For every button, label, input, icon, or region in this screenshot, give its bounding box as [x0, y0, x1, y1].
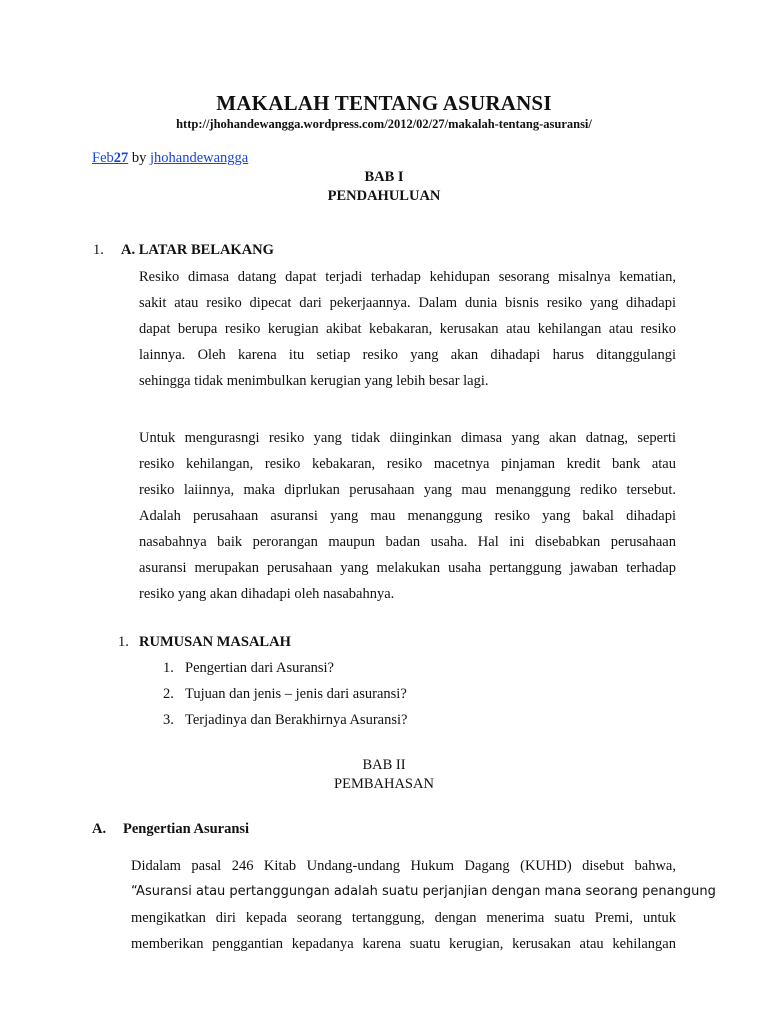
text-line: sakit atau resiko dipecat dari pekerjaannya. Dalam dunia bisnis resiko yang dihadapi — [139, 295, 676, 311]
text-line: resiko kehilangan, resiko kebakaran, resiko macetnya pinjaman kredit bank atau — [139, 456, 676, 472]
paragraph-latar-belakang-2 — [139, 425, 676, 607]
list-text: Pengertian dari Asuransi? — [185, 660, 334, 676]
document-title: MAKALAH TENTANG ASURANSI — [216, 91, 552, 115]
text-line: resiko laiinnya, maka diprlukan perusahaan yang mau menanggung rediko tersebut. — [139, 482, 676, 498]
bab1-label: BAB I — [364, 169, 404, 185]
text-line: asuransi merupakan perusahaan yang melakukan usaha pertanggung jawaban terhadap — [139, 560, 676, 576]
text-line: Didalam pasal 246 Kitab Undang-undang Hukum Dagang (KUHD) disebut bahwa, — [131, 858, 676, 874]
list-number: 2. — [163, 686, 174, 702]
text-line: mengikatkan diri kepada seorang tertanggung, dengan menerima suatu Premi, untuk — [131, 910, 676, 926]
text-line: Untuk mengurasngi resiko yang tidak diinginkan dimasa yang akan datnag, seperti — [139, 430, 676, 446]
date-month: Feb — [92, 150, 114, 166]
bab2-heading: PEMBAHASAN — [334, 776, 434, 792]
section-letter: A. — [92, 821, 107, 837]
section-number: 1. — [93, 242, 104, 258]
source-url: http://jhohandewangga.wordpress.com/2012/02/27/makalah-tentang-asuransi/ — [176, 117, 592, 131]
section-title: A. LATAR BELAKANG — [121, 242, 274, 258]
paragraph-latar-belakang-1 — [139, 264, 676, 394]
rumusan-list — [163, 655, 407, 733]
byline-by: by — [131, 150, 147, 166]
section-title: RUMUSAN MASALAH — [139, 634, 291, 650]
section-pengertian-asuransi — [92, 821, 249, 838]
text-line: Adalah perusahaan asuransi yang mau menanggung resiko yang bakal dihadapi — [139, 508, 676, 524]
bab2-label: BAB II — [362, 757, 406, 773]
list-number: 3. — [163, 712, 174, 728]
text-line: dapat berupa resiko kerugian akibat kebakaran, kerusakan atau kehilangan atau resiko — [139, 321, 676, 337]
section-number: 1. — [118, 634, 129, 650]
section-latar-belakang — [93, 242, 274, 259]
text-line: nasabahnya baik perorangan maupun badan usaha. Hal ini disebabkan perusahaan — [139, 534, 676, 550]
text-line: “Asuransi atau pertanggungan adalah suatu perjanjian dengan mana seorang penangung — [131, 884, 716, 899]
section-title: Pengertian Asuransi — [123, 821, 250, 837]
date-link[interactable] — [92, 150, 128, 166]
text-line: memberikan penggantian kepadanya karena suatu kerugian, kerusakan atau kehilangan — [131, 936, 676, 952]
list-text: Tujuan dan jenis – jenis dari asuransi? — [185, 686, 407, 702]
list-item — [163, 707, 407, 733]
list-item — [163, 655, 407, 681]
list-text: Terjadinya dan Berakhirnya Asuransi? — [185, 712, 408, 728]
text-line: lainnya. Oleh karena itu setiap resiko yang akan dihadapi harus ditanggulangi — [139, 347, 676, 363]
paragraph-pengertian — [131, 853, 716, 957]
author-link[interactable]: jhohandewangga — [150, 150, 249, 166]
text-line: resiko yang akan dihadapi oleh nasabahnya. — [139, 586, 395, 602]
text-line: Resiko dimasa datang dapat terjadi terhadap kehidupan sesorang misalnya kematian, — [139, 269, 676, 285]
byline — [92, 150, 248, 167]
list-item — [163, 681, 407, 707]
list-number: 1. — [163, 660, 174, 676]
text-line: sehingga tidak menimbulkan kerugian yang lebih besar lagi. — [139, 373, 489, 389]
section-rumusan-masalah — [118, 634, 291, 651]
date-day: 27 — [113, 150, 129, 166]
bab1-heading: PENDAHULUAN — [327, 188, 441, 204]
